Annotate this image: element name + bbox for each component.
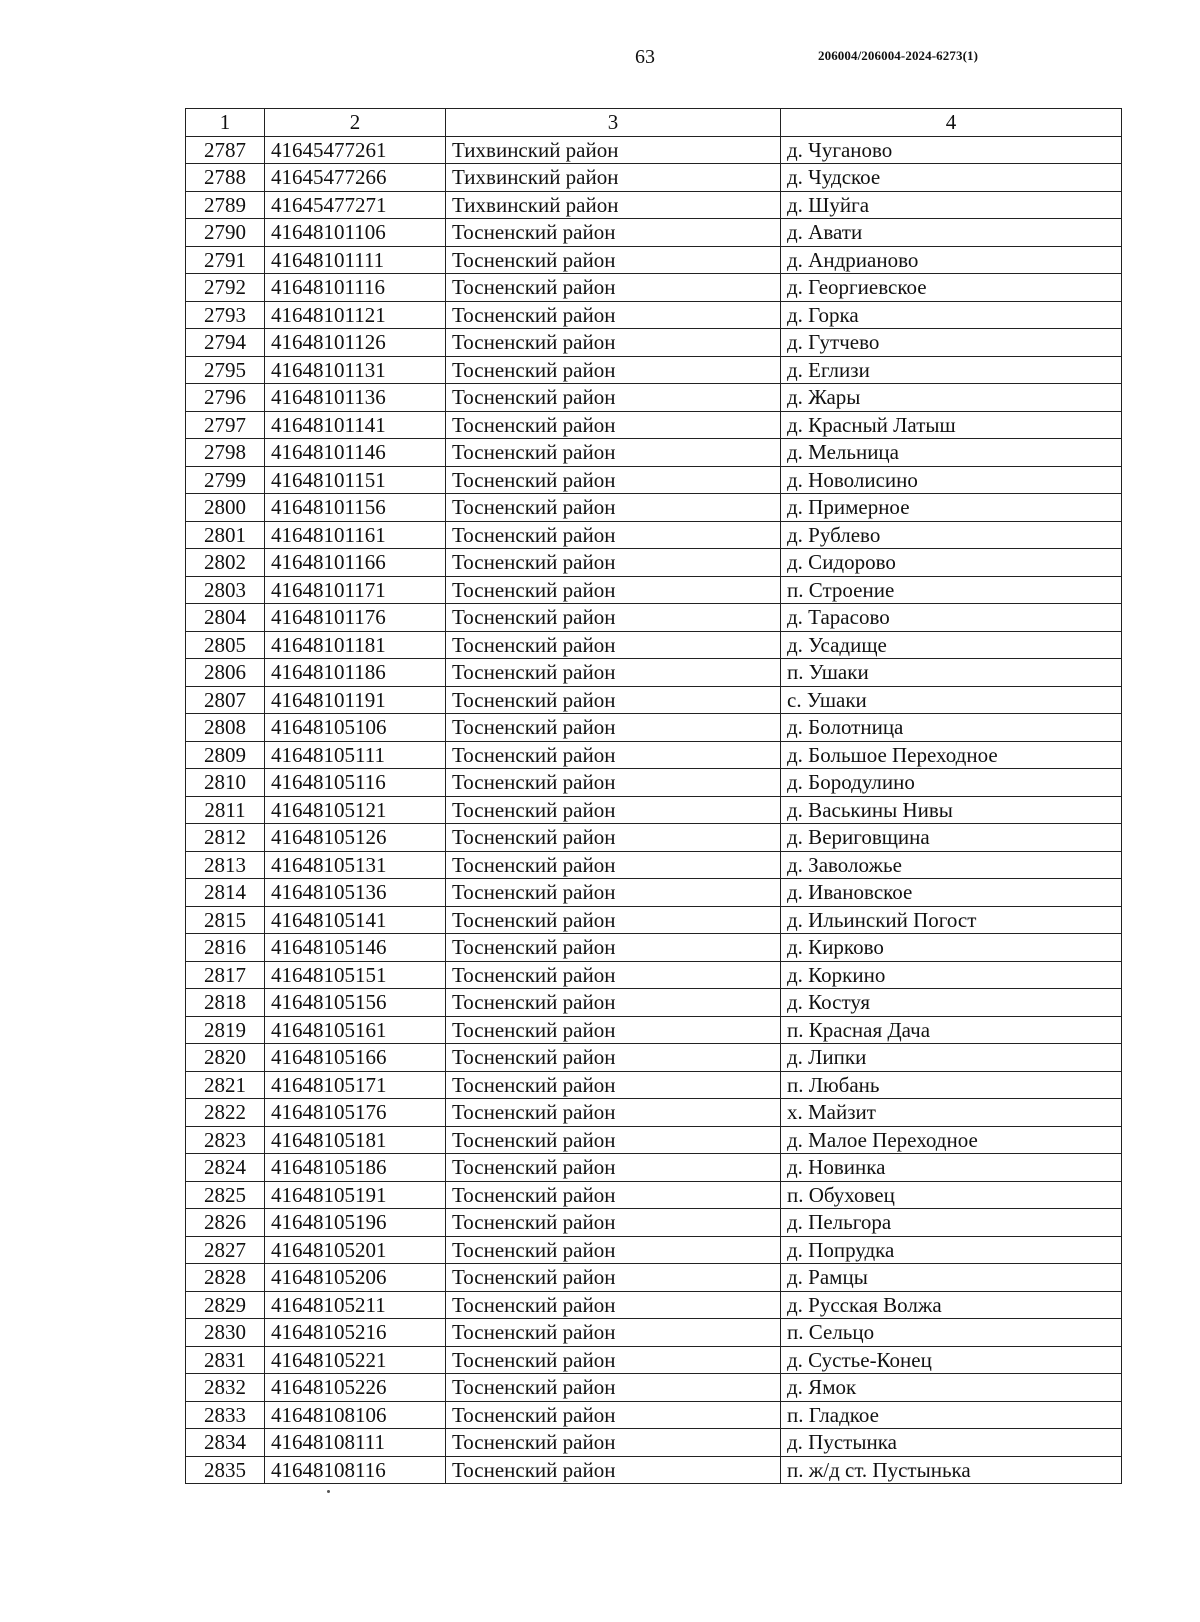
settlement-cell: д. Чуганово bbox=[781, 136, 1122, 164]
district-cell: Тосненский район bbox=[446, 1071, 781, 1099]
okato-code-cell: 41648105161 bbox=[265, 1016, 446, 1044]
settlement-cell: п. Обуховец bbox=[781, 1181, 1122, 1209]
settlement-cell: д. Мельница bbox=[781, 439, 1122, 467]
row-number-cell: 2811 bbox=[186, 796, 265, 824]
okato-code-cell: 41645477266 bbox=[265, 164, 446, 192]
district-cell: Тосненский район bbox=[446, 1016, 781, 1044]
district-cell: Тосненский район bbox=[446, 1319, 781, 1347]
district-cell: Тосненский район bbox=[446, 1044, 781, 1072]
okato-code-cell: 41648105136 bbox=[265, 879, 446, 907]
table-body bbox=[186, 136, 1122, 1484]
table-row bbox=[186, 549, 1122, 577]
table-row bbox=[186, 1236, 1122, 1264]
settlement-cell: д. Костуя bbox=[781, 989, 1122, 1017]
table-row bbox=[186, 851, 1122, 879]
settlement-cell: д. Ямок bbox=[781, 1374, 1122, 1402]
column-header-4: 4 bbox=[781, 109, 1122, 137]
row-number-cell: 2805 bbox=[186, 631, 265, 659]
district-cell: Тосненский район bbox=[446, 1264, 781, 1292]
okato-code-cell: 41648101191 bbox=[265, 686, 446, 714]
table-row bbox=[186, 1071, 1122, 1099]
settlements-table bbox=[185, 108, 1122, 1484]
table-row bbox=[186, 494, 1122, 522]
district-cell: Тосненский район bbox=[446, 714, 781, 742]
settlement-cell: х. Майзит bbox=[781, 1099, 1122, 1127]
district-cell: Тосненский район bbox=[446, 439, 781, 467]
settlement-cell: д. Красный Латыш bbox=[781, 411, 1122, 439]
settlement-cell: п. Ушаки bbox=[781, 659, 1122, 687]
district-cell: Тосненский район bbox=[446, 989, 781, 1017]
row-number-cell: 2814 bbox=[186, 879, 265, 907]
settlement-cell: д. Вериговщина bbox=[781, 824, 1122, 852]
okato-code-cell: 41648101111 bbox=[265, 246, 446, 274]
district-cell: Тосненский район bbox=[446, 741, 781, 769]
okato-code-cell: 41648105196 bbox=[265, 1209, 446, 1237]
row-number-cell: 2821 bbox=[186, 1071, 265, 1099]
okato-code-cell: 41648108111 bbox=[265, 1429, 446, 1457]
row-number-cell: 2792 bbox=[186, 274, 265, 302]
district-cell: Тихвинский район bbox=[446, 191, 781, 219]
table-row bbox=[186, 906, 1122, 934]
row-number-cell: 2788 bbox=[186, 164, 265, 192]
row-number-cell: 2793 bbox=[186, 301, 265, 329]
row-number-cell: 2801 bbox=[186, 521, 265, 549]
okato-code-cell: 41648105216 bbox=[265, 1319, 446, 1347]
row-number-cell: 2829 bbox=[186, 1291, 265, 1319]
district-cell: Тосненский район bbox=[446, 1181, 781, 1209]
row-number-cell: 2806 bbox=[186, 659, 265, 687]
column-header-3: 3 bbox=[446, 109, 781, 137]
row-number-cell: 2787 bbox=[186, 136, 265, 164]
table-row bbox=[186, 521, 1122, 549]
okato-code-cell: 41648108116 bbox=[265, 1456, 446, 1484]
settlement-cell: п. ж/д ст. Пустынька bbox=[781, 1456, 1122, 1484]
row-number-cell: 2833 bbox=[186, 1401, 265, 1429]
okato-code-cell: 41648101161 bbox=[265, 521, 446, 549]
row-number-cell: 2825 bbox=[186, 1181, 265, 1209]
okato-code-cell: 41648105146 bbox=[265, 934, 446, 962]
okato-code-cell: 41648101106 bbox=[265, 219, 446, 247]
okato-code-cell: 41648105141 bbox=[265, 906, 446, 934]
okato-code-cell: 41648101151 bbox=[265, 466, 446, 494]
settlement-cell: д. Рамцы bbox=[781, 1264, 1122, 1292]
row-number-cell: 2794 bbox=[186, 329, 265, 357]
table-row bbox=[186, 274, 1122, 302]
district-cell: Тосненский район bbox=[446, 1099, 781, 1127]
row-number-cell: 2835 bbox=[186, 1456, 265, 1484]
district-cell: Тосненский район bbox=[446, 769, 781, 797]
district-cell: Тосненский район bbox=[446, 494, 781, 522]
district-cell: Тихвинский район bbox=[446, 136, 781, 164]
table-row bbox=[186, 879, 1122, 907]
okato-code-cell: 41648105106 bbox=[265, 714, 446, 742]
row-number-cell: 2817 bbox=[186, 961, 265, 989]
row-number-cell: 2796 bbox=[186, 384, 265, 412]
okato-code-cell: 41648101171 bbox=[265, 576, 446, 604]
district-cell: Тосненский район bbox=[446, 906, 781, 934]
table-row bbox=[186, 1181, 1122, 1209]
row-number-cell: 2824 bbox=[186, 1154, 265, 1182]
settlement-cell: д. Горка bbox=[781, 301, 1122, 329]
settlement-cell: д. Попрудка bbox=[781, 1236, 1122, 1264]
row-number-cell: 2810 bbox=[186, 769, 265, 797]
okato-code-cell: 41648101131 bbox=[265, 356, 446, 384]
table-row bbox=[186, 1429, 1122, 1457]
table-row bbox=[186, 631, 1122, 659]
okato-code-cell: 41648105126 bbox=[265, 824, 446, 852]
table-row bbox=[186, 219, 1122, 247]
district-cell: Тосненский район bbox=[446, 961, 781, 989]
settlement-cell: д. Примерное bbox=[781, 494, 1122, 522]
district-cell: Тосненский район bbox=[446, 604, 781, 632]
settlement-cell: п. Любань bbox=[781, 1071, 1122, 1099]
settlement-cell: д. Георгиевское bbox=[781, 274, 1122, 302]
settlement-cell: д. Жары bbox=[781, 384, 1122, 412]
row-number-cell: 2791 bbox=[186, 246, 265, 274]
table-row bbox=[186, 1346, 1122, 1374]
district-cell: Тосненский район bbox=[446, 246, 781, 274]
settlement-cell: п. Сельцо bbox=[781, 1319, 1122, 1347]
row-number-cell: 2809 bbox=[186, 741, 265, 769]
okato-code-cell: 41648105206 bbox=[265, 1264, 446, 1292]
district-cell: Тосненский район bbox=[446, 1291, 781, 1319]
settlement-cell: д. Авати bbox=[781, 219, 1122, 247]
row-number-cell: 2807 bbox=[186, 686, 265, 714]
table-row bbox=[186, 466, 1122, 494]
okato-code-cell: 41648105191 bbox=[265, 1181, 446, 1209]
district-cell: Тосненский район bbox=[446, 686, 781, 714]
row-number-cell: 2827 bbox=[186, 1236, 265, 1264]
row-number-cell: 2830 bbox=[186, 1319, 265, 1347]
district-cell: Тосненский район bbox=[446, 1126, 781, 1154]
table-row bbox=[186, 439, 1122, 467]
okato-code-cell: 41648101116 bbox=[265, 274, 446, 302]
district-cell: Тосненский район bbox=[446, 851, 781, 879]
district-cell: Тосненский район bbox=[446, 1456, 781, 1484]
district-cell: Тосненский район bbox=[446, 934, 781, 962]
table-row bbox=[186, 1126, 1122, 1154]
row-number-cell: 2822 bbox=[186, 1099, 265, 1127]
table-row bbox=[186, 796, 1122, 824]
row-number-cell: 2800 bbox=[186, 494, 265, 522]
settlement-cell: п. Красная Дача bbox=[781, 1016, 1122, 1044]
scan-speck bbox=[327, 1490, 330, 1493]
district-cell: Тосненский район bbox=[446, 466, 781, 494]
okato-code-cell: 41648101136 bbox=[265, 384, 446, 412]
table-row bbox=[186, 1374, 1122, 1402]
row-number-cell: 2831 bbox=[186, 1346, 265, 1374]
settlement-cell: д. Кирково bbox=[781, 934, 1122, 962]
settlement-cell: д. Болотница bbox=[781, 714, 1122, 742]
okato-code-cell: 41648105151 bbox=[265, 961, 446, 989]
settlement-cell: д. Пельгора bbox=[781, 1209, 1122, 1237]
okato-code-cell: 41648101186 bbox=[265, 659, 446, 687]
table-row bbox=[186, 1264, 1122, 1292]
settlement-cell: д. Новинка bbox=[781, 1154, 1122, 1182]
okato-code-cell: 41645477261 bbox=[265, 136, 446, 164]
table-row bbox=[186, 301, 1122, 329]
row-number-cell: 2797 bbox=[186, 411, 265, 439]
settlement-cell: д. Пустынка bbox=[781, 1429, 1122, 1457]
settlement-cell: с. Ушаки bbox=[781, 686, 1122, 714]
okato-code-cell: 41648101141 bbox=[265, 411, 446, 439]
okato-code-cell: 41648105171 bbox=[265, 1071, 446, 1099]
row-number-cell: 2790 bbox=[186, 219, 265, 247]
settlement-cell: д. Заволожье bbox=[781, 851, 1122, 879]
settlement-cell: п. Строение bbox=[781, 576, 1122, 604]
okato-code-cell: 41648101121 bbox=[265, 301, 446, 329]
table-row bbox=[186, 1209, 1122, 1237]
column-header-1: 1 bbox=[186, 109, 265, 137]
settlement-cell: д. Ильинский Погост bbox=[781, 906, 1122, 934]
row-number-cell: 2808 bbox=[186, 714, 265, 742]
district-cell: Тосненский район bbox=[446, 356, 781, 384]
row-number-cell: 2832 bbox=[186, 1374, 265, 1402]
settlement-cell: д. Сидорово bbox=[781, 549, 1122, 577]
row-number-cell: 2815 bbox=[186, 906, 265, 934]
table-row bbox=[186, 934, 1122, 962]
settlement-cell: д. Новолисино bbox=[781, 466, 1122, 494]
table-row bbox=[186, 411, 1122, 439]
table-row bbox=[186, 824, 1122, 852]
district-cell: Тосненский район bbox=[446, 796, 781, 824]
row-number-cell: 2816 bbox=[186, 934, 265, 962]
settlement-cell: д. Тарасово bbox=[781, 604, 1122, 632]
table-row bbox=[186, 989, 1122, 1017]
okato-code-cell: 41648105156 bbox=[265, 989, 446, 1017]
district-cell: Тосненский район bbox=[446, 329, 781, 357]
okato-code-cell: 41648101156 bbox=[265, 494, 446, 522]
settlement-cell: д. Русская Волжа bbox=[781, 1291, 1122, 1319]
district-cell: Тосненский район bbox=[446, 1209, 781, 1237]
settlement-cell: д. Липки bbox=[781, 1044, 1122, 1072]
settlement-cell: д. Васькины Нивы bbox=[781, 796, 1122, 824]
okato-code-cell: 41648105201 bbox=[265, 1236, 446, 1264]
settlement-cell: д. Большое Переходное bbox=[781, 741, 1122, 769]
district-cell: Тосненский район bbox=[446, 1154, 781, 1182]
settlement-cell: д. Ивановское bbox=[781, 879, 1122, 907]
okato-code-cell: 41648105221 bbox=[265, 1346, 446, 1374]
settlement-cell: д. Сустье-Конец bbox=[781, 1346, 1122, 1374]
okato-code-cell: 41648101146 bbox=[265, 439, 446, 467]
district-cell: Тосненский район bbox=[446, 521, 781, 549]
okato-code-cell: 41648101181 bbox=[265, 631, 446, 659]
district-cell: Тосненский район bbox=[446, 576, 781, 604]
table-row bbox=[186, 1154, 1122, 1182]
table-row bbox=[186, 714, 1122, 742]
table-row bbox=[186, 741, 1122, 769]
okato-code-cell: 41648105116 bbox=[265, 769, 446, 797]
document-code: 206004/206004-2024-6273(1) bbox=[818, 48, 979, 63]
table-row bbox=[186, 1319, 1122, 1347]
table-row bbox=[186, 686, 1122, 714]
settlement-cell: д. Бородулино bbox=[781, 769, 1122, 797]
row-number-cell: 2803 bbox=[186, 576, 265, 604]
district-cell: Тосненский район bbox=[446, 879, 781, 907]
row-number-cell: 2834 bbox=[186, 1429, 265, 1457]
table-row bbox=[186, 604, 1122, 632]
district-cell: Тосненский район bbox=[446, 549, 781, 577]
table-row bbox=[186, 1099, 1122, 1127]
table-row bbox=[186, 329, 1122, 357]
district-cell: Тихвинский район bbox=[446, 164, 781, 192]
okato-code-cell: 41648108106 bbox=[265, 1401, 446, 1429]
row-number-cell: 2804 bbox=[186, 604, 265, 632]
settlement-cell: д. Чудское bbox=[781, 164, 1122, 192]
okato-code-cell: 41648105186 bbox=[265, 1154, 446, 1182]
district-cell: Тосненский район bbox=[446, 824, 781, 852]
okato-code-cell: 41648105176 bbox=[265, 1099, 446, 1127]
row-number-cell: 2818 bbox=[186, 989, 265, 1017]
row-number-cell: 2819 bbox=[186, 1016, 265, 1044]
table-row bbox=[186, 136, 1122, 164]
table-row bbox=[186, 769, 1122, 797]
table-row bbox=[186, 659, 1122, 687]
column-header-2: 2 bbox=[265, 109, 446, 137]
okato-code-cell: 41648105211 bbox=[265, 1291, 446, 1319]
district-cell: Тосненский район bbox=[446, 1429, 781, 1457]
district-cell: Тосненский район bbox=[446, 219, 781, 247]
district-cell: Тосненский район bbox=[446, 659, 781, 687]
row-number-cell: 2820 bbox=[186, 1044, 265, 1072]
okato-code-cell: 41648105131 bbox=[265, 851, 446, 879]
okato-code-cell: 41648105181 bbox=[265, 1126, 446, 1154]
settlement-cell: д. Еглизи bbox=[781, 356, 1122, 384]
okato-code-cell: 41648105111 bbox=[265, 741, 446, 769]
settlement-cell: д. Рублево bbox=[781, 521, 1122, 549]
table-row bbox=[186, 1016, 1122, 1044]
row-number-cell: 2826 bbox=[186, 1209, 265, 1237]
table-row bbox=[186, 191, 1122, 219]
okato-code-cell: 41645477271 bbox=[265, 191, 446, 219]
row-number-cell: 2823 bbox=[186, 1126, 265, 1154]
district-cell: Тосненский район bbox=[446, 1374, 781, 1402]
district-cell: Тосненский район bbox=[446, 1346, 781, 1374]
okato-code-cell: 41648105226 bbox=[265, 1374, 446, 1402]
okato-code-cell: 41648101176 bbox=[265, 604, 446, 632]
district-cell: Тосненский район bbox=[446, 301, 781, 329]
table-row bbox=[186, 384, 1122, 412]
settlement-cell: д. Шуйга bbox=[781, 191, 1122, 219]
settlement-cell: д. Гутчево bbox=[781, 329, 1122, 357]
table-row bbox=[186, 576, 1122, 604]
row-number-cell: 2802 bbox=[186, 549, 265, 577]
table-row bbox=[186, 1401, 1122, 1429]
row-number-cell: 2812 bbox=[186, 824, 265, 852]
settlement-cell: д. Коркино bbox=[781, 961, 1122, 989]
table-row bbox=[186, 356, 1122, 384]
row-number-cell: 2799 bbox=[186, 466, 265, 494]
table-row bbox=[186, 246, 1122, 274]
district-cell: Тосненский район bbox=[446, 411, 781, 439]
table-header-row bbox=[186, 109, 1122, 137]
row-number-cell: 2798 bbox=[186, 439, 265, 467]
table-row bbox=[186, 1044, 1122, 1072]
page-number: 63 bbox=[635, 46, 655, 68]
settlement-cell: п. Гладкое bbox=[781, 1401, 1122, 1429]
settlement-cell: д. Усадище bbox=[781, 631, 1122, 659]
row-number-cell: 2828 bbox=[186, 1264, 265, 1292]
okato-code-cell: 41648101126 bbox=[265, 329, 446, 357]
settlement-cell: д. Малое Переходное bbox=[781, 1126, 1122, 1154]
table-row bbox=[186, 1456, 1122, 1484]
district-cell: Тосненский район bbox=[446, 1401, 781, 1429]
district-cell: Тосненский район bbox=[446, 631, 781, 659]
table-row bbox=[186, 164, 1122, 192]
row-number-cell: 2789 bbox=[186, 191, 265, 219]
okato-code-cell: 41648105121 bbox=[265, 796, 446, 824]
district-cell: Тосненский район bbox=[446, 274, 781, 302]
okato-code-cell: 41648105166 bbox=[265, 1044, 446, 1072]
table-row bbox=[186, 1291, 1122, 1319]
okato-code-cell: 41648101166 bbox=[265, 549, 446, 577]
row-number-cell: 2813 bbox=[186, 851, 265, 879]
row-number-cell: 2795 bbox=[186, 356, 265, 384]
settlement-cell: д. Андрианово bbox=[781, 246, 1122, 274]
table-row bbox=[186, 961, 1122, 989]
district-cell: Тосненский район bbox=[446, 384, 781, 412]
district-cell: Тосненский район bbox=[446, 1236, 781, 1264]
